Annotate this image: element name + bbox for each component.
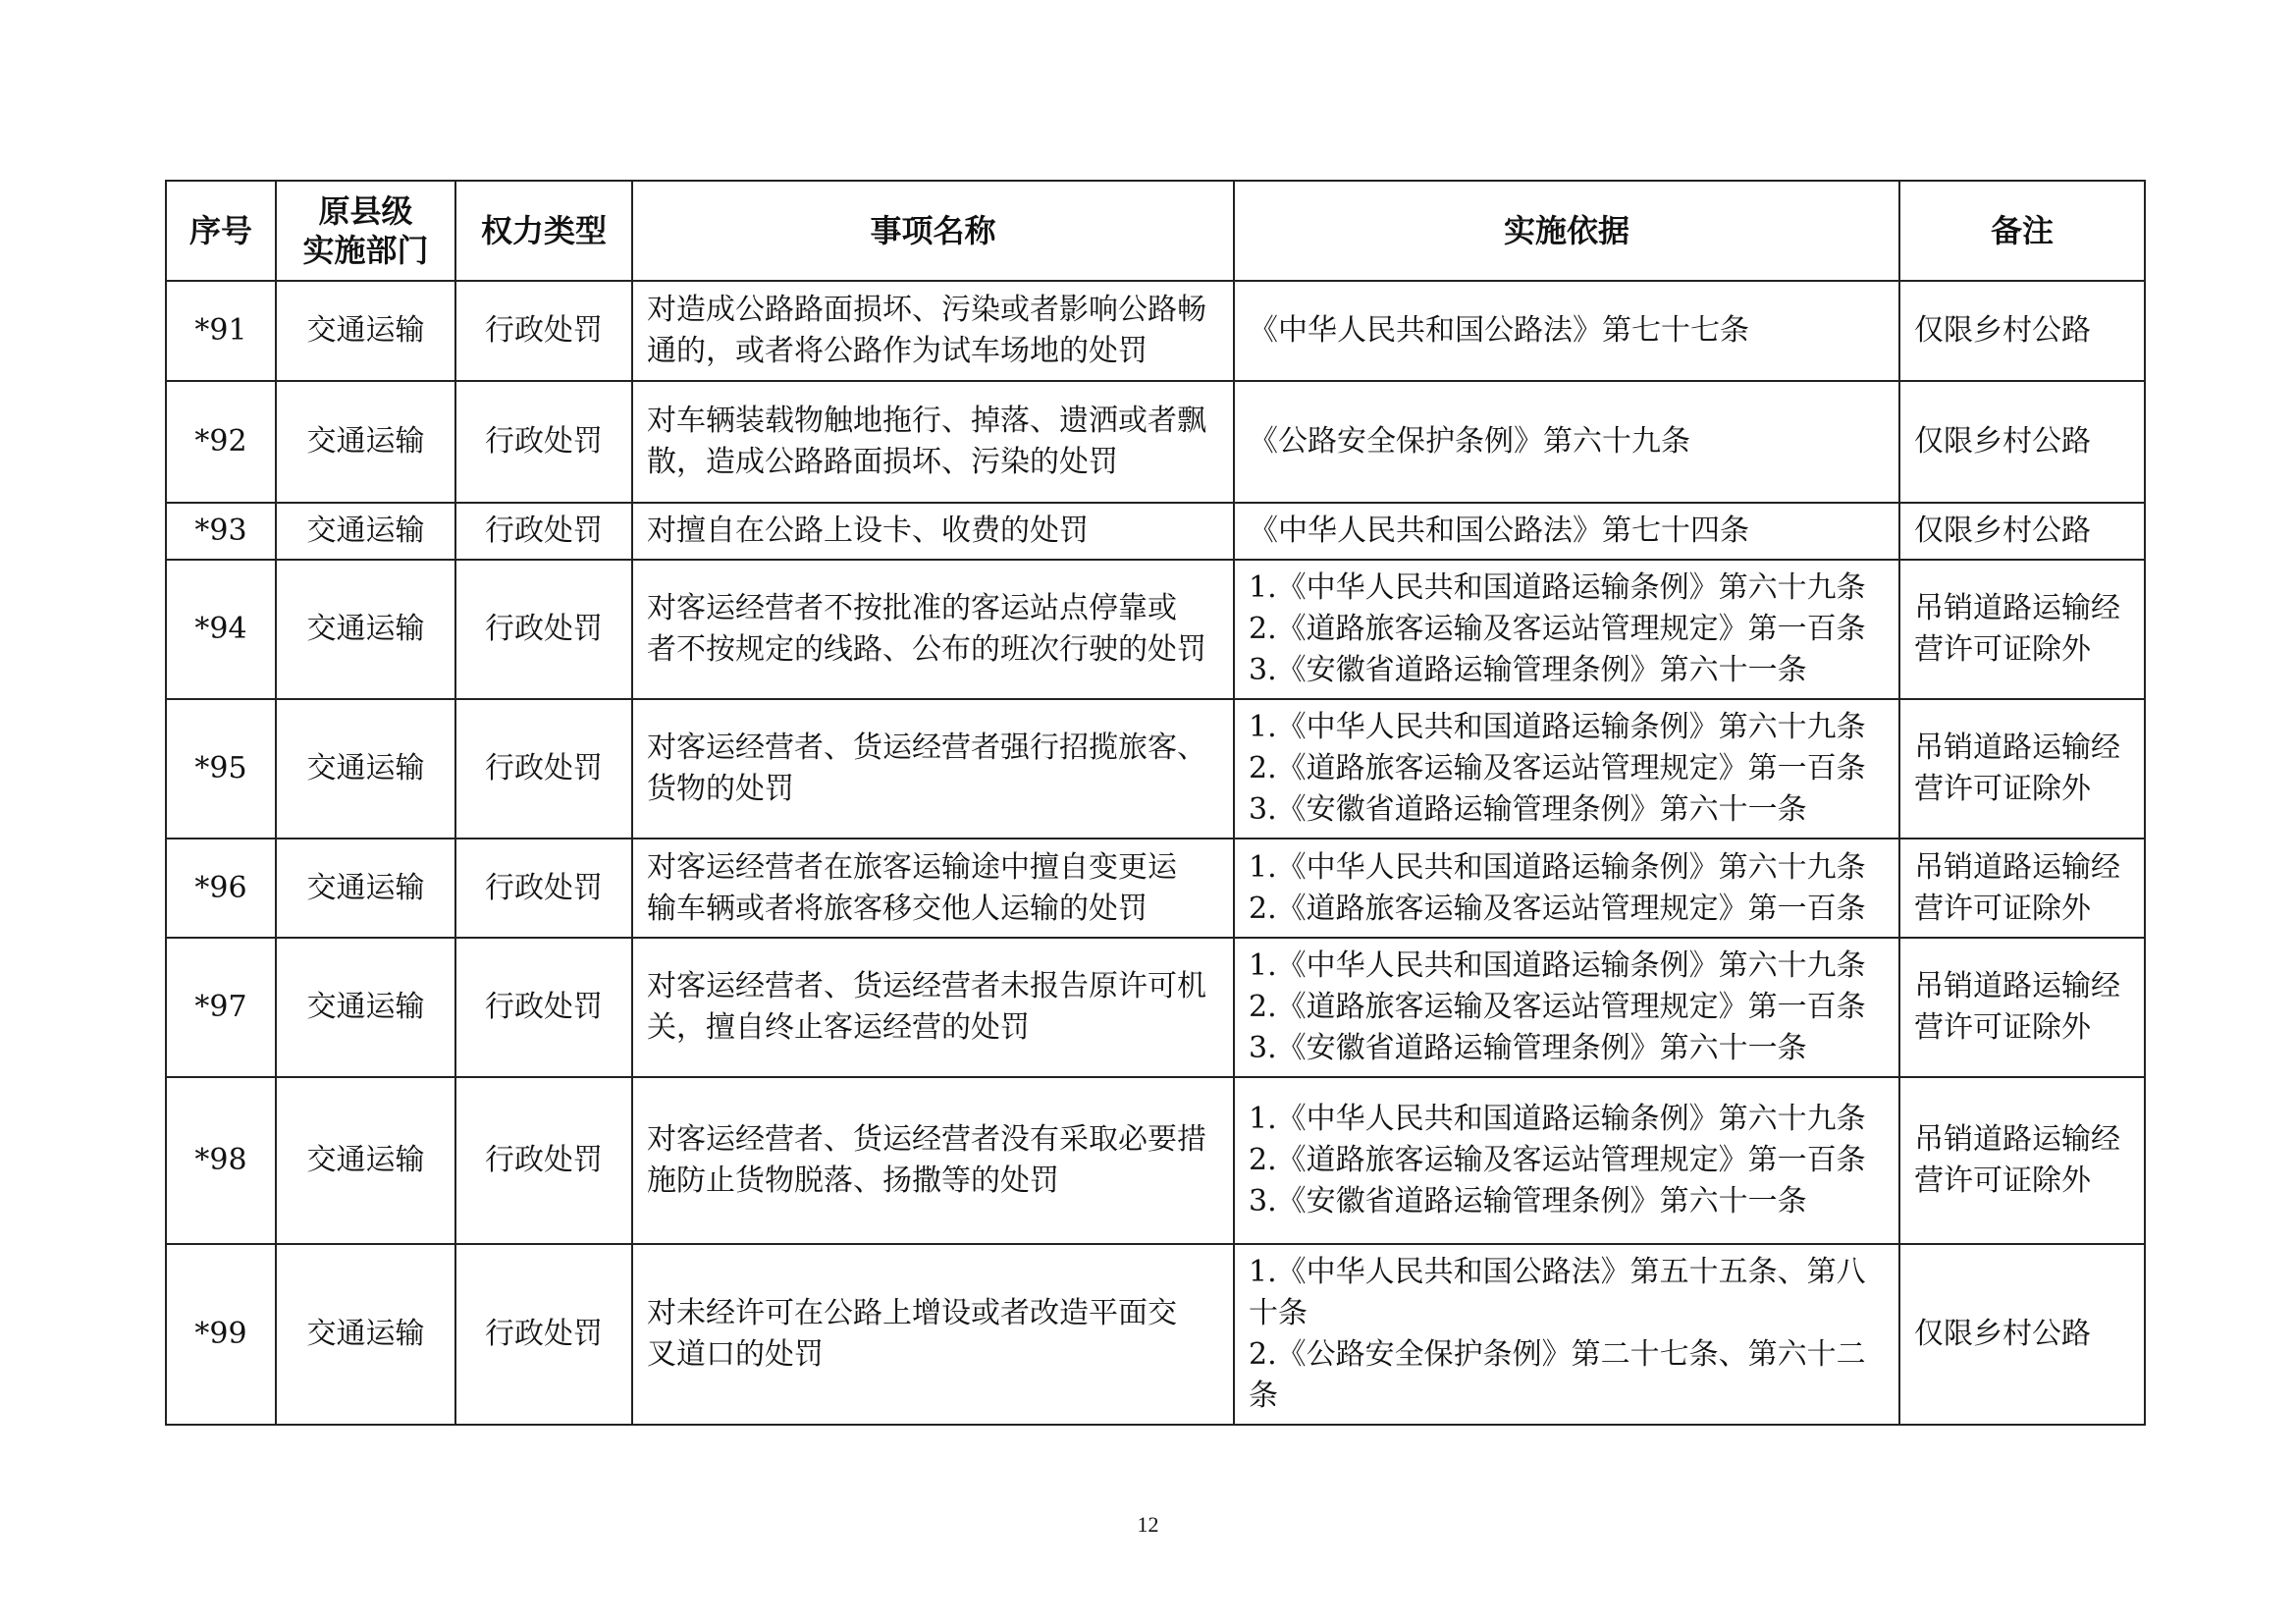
cell-power-type: 行政处罚 [455, 1077, 632, 1244]
cell-seq: *93 [166, 503, 276, 560]
remark-line: 吊销道路运输经 [1914, 591, 2120, 625]
cell-item-name [632, 1077, 1234, 1244]
table-row [166, 699, 2145, 839]
remark-line: 仅限乡村公路 [1914, 1317, 2091, 1351]
cell-seq: *94 [166, 560, 276, 699]
basis-line: 1.《中华人民共和国公路法》第五十五条、第八 [1249, 1255, 1866, 1289]
basis-line: 1.《中华人民共和国道路运输条例》第六十九条 [1249, 948, 1866, 983]
remark-line: 仅限乡村公路 [1914, 424, 2091, 459]
basis-line: 3.《安徽省道路运输管理条例》第六十一条 [1249, 1031, 1807, 1065]
remark-line: 吊销道路运输经 [1914, 969, 2120, 1003]
remark-line: 营许可证除外 [1914, 1010, 2091, 1045]
cell-power-type: 行政处罚 [455, 560, 632, 699]
table-row [166, 1244, 2145, 1425]
cell-item-name [632, 381, 1234, 503]
item-name-line: 散，造成公路路面损坏、污染的处罚 [647, 445, 1118, 479]
cell-remark [1899, 503, 2145, 560]
basis-line: 十条 [1249, 1296, 1308, 1330]
table-row [166, 503, 2145, 560]
cell-remark [1899, 699, 2145, 839]
cell-dept: 交通运输 [276, 281, 455, 381]
item-name-line: 对造成公路路面损坏、污染或者影响公路畅 [647, 293, 1206, 327]
item-name-line: 对擅自在公路上设卡、收费的处罚 [647, 514, 1089, 548]
remark-line: 吊销道路运输经 [1914, 731, 2120, 765]
cell-basis [1234, 560, 1899, 699]
cell-seq: *97 [166, 938, 276, 1077]
cell-item-name [632, 839, 1234, 938]
cell-seq: *98 [166, 1077, 276, 1244]
table-row [166, 281, 2145, 381]
cell-power-type: 行政处罚 [455, 381, 632, 503]
cell-seq: *99 [166, 1244, 276, 1425]
basis-line: 1.《中华人民共和国道路运输条例》第六十九条 [1249, 710, 1866, 744]
cell-remark [1899, 839, 2145, 938]
cell-basis [1234, 1244, 1899, 1425]
header-dept [276, 181, 455, 281]
remark-line: 营许可证除外 [1914, 772, 2091, 806]
cell-remark [1899, 1077, 2145, 1244]
cell-dept: 交通运输 [276, 938, 455, 1077]
basis-line: 2.《道路旅客运输及客运站管理规定》第一百条 [1249, 751, 1866, 785]
item-name-line: 施防止货物脱落、扬撒等的处罚 [647, 1164, 1059, 1198]
header-basis: 实施依据 [1234, 181, 1899, 281]
cell-dept: 交通运输 [276, 503, 455, 560]
basis-line: 《公路安全保护条例》第六十九条 [1249, 424, 1690, 459]
remark-line: 营许可证除外 [1914, 1164, 2091, 1198]
cell-basis [1234, 281, 1899, 381]
cell-dept: 交通运输 [276, 1077, 455, 1244]
basis-line: 2.《公路安全保护条例》第二十七条、第六十二 [1249, 1337, 1866, 1372]
cell-seq: *92 [166, 381, 276, 503]
basis-line: 2.《道路旅客运输及客运站管理规定》第一百条 [1249, 612, 1866, 646]
item-name-line: 者不按规定的线路、公布的班次行驶的处罚 [647, 632, 1206, 667]
basis-line: 1.《中华人民共和国道路运输条例》第六十九条 [1249, 570, 1866, 605]
item-name-line: 对客运经营者在旅客运输途中擅自变更运 [647, 849, 1177, 885]
item-name-line: 叉道口的处罚 [647, 1337, 824, 1372]
header-item-name: 事项名称 [632, 181, 1234, 281]
cell-seq: *95 [166, 699, 276, 839]
remark-line: 营许可证除外 [1914, 632, 2091, 667]
remark-line: 仅限乡村公路 [1914, 514, 2091, 548]
cell-item-name [632, 560, 1234, 699]
cell-remark [1899, 381, 2145, 503]
remark-line: 营许可证除外 [1914, 891, 2091, 926]
cell-power-type: 行政处罚 [455, 699, 632, 839]
cell-remark [1899, 281, 2145, 381]
header-remark: 备注 [1899, 181, 2145, 281]
item-name-line: 通的，或者将公路作为试车场地的处罚 [647, 334, 1148, 368]
item-name-line: 关，擅自终止客运经营的处罚 [647, 1010, 1030, 1045]
cell-remark [1899, 560, 2145, 699]
cell-power-type: 行政处罚 [455, 281, 632, 381]
cell-item-name [632, 699, 1234, 839]
cell-power-type: 行政处罚 [455, 503, 632, 560]
cell-power-type: 行政处罚 [455, 1244, 632, 1425]
remark-line: 吊销道路运输经 [1914, 849, 2120, 885]
item-name-line: 对未经许可在公路上增设或者改造平面交 [647, 1296, 1177, 1330]
basis-line: 3.《安徽省道路运输管理条例》第六十一条 [1249, 792, 1807, 827]
remark-line: 吊销道路运输经 [1914, 1122, 2120, 1157]
remark-line: 仅限乡村公路 [1914, 313, 2091, 348]
table-row [166, 839, 2145, 938]
item-name-line: 对客运经营者、货运经营者没有采取必要措 [647, 1122, 1206, 1157]
cell-basis [1234, 503, 1899, 560]
header-dept-line1: 原县级 [318, 192, 413, 230]
item-name-line: 货物的处罚 [647, 772, 794, 806]
basis-line: 1.《中华人民共和国道路运输条例》第六十九条 [1249, 1102, 1866, 1136]
cell-seq: *96 [166, 839, 276, 938]
item-name-line: 对客运经营者、货运经营者强行招揽旅客、 [647, 731, 1206, 765]
item-name-line: 对客运经营者、货运经营者未报告原许可机 [647, 969, 1206, 1003]
cell-power-type: 行政处罚 [455, 938, 632, 1077]
cell-remark [1899, 938, 2145, 1077]
basis-line: 条 [1249, 1379, 1278, 1413]
basis-line: 3.《安徽省道路运输管理条例》第六十一条 [1249, 1184, 1807, 1218]
basis-line: 2.《道路旅客运输及客运站管理规定》第一百条 [1249, 1143, 1866, 1177]
basis-line: 1.《中华人民共和国道路运输条例》第六十九条 [1249, 849, 1866, 885]
table-row [166, 381, 2145, 503]
cell-basis [1234, 1077, 1899, 1244]
basis-line: 2.《道路旅客运输及客运站管理规定》第一百条 [1249, 990, 1866, 1024]
header-seq: 序号 [166, 181, 276, 281]
permissions-table [165, 180, 2146, 1426]
cell-basis [1234, 699, 1899, 839]
table-row [166, 1077, 2145, 1244]
basis-line: 2.《道路旅客运输及客运站管理规定》第一百条 [1249, 891, 1866, 926]
cell-basis [1234, 938, 1899, 1077]
page-number: 12 [1137, 1512, 1159, 1537]
cell-item-name [632, 1244, 1234, 1425]
basis-line: 3.《安徽省道路运输管理条例》第六十一条 [1249, 653, 1807, 687]
table-row [166, 938, 2145, 1077]
cell-dept: 交通运输 [276, 839, 455, 938]
cell-power-type: 行政处罚 [455, 839, 632, 938]
cell-item-name [632, 281, 1234, 381]
cell-remark [1899, 1244, 2145, 1425]
item-name-line: 对车辆装载物触地拖行、掉落、遗洒或者飘 [647, 404, 1206, 438]
cell-dept: 交通运输 [276, 381, 455, 503]
cell-item-name [632, 503, 1234, 560]
header-dept-line2: 实施部门 [302, 232, 429, 269]
cell-dept: 交通运输 [276, 1244, 455, 1425]
cell-basis [1234, 381, 1899, 503]
basis-line: 《中华人民共和国公路法》第七十四条 [1249, 514, 1749, 548]
header-power-type: 权力类型 [455, 181, 632, 281]
table-row [166, 560, 2145, 699]
header-row [166, 181, 2145, 281]
cell-basis [1234, 839, 1899, 938]
item-name-line: 对客运经营者不按批准的客运站点停靠或 [647, 591, 1177, 625]
basis-line: 《中华人民共和国公路法》第七十七条 [1249, 313, 1749, 348]
cell-dept: 交通运输 [276, 699, 455, 839]
cell-dept: 交通运输 [276, 560, 455, 699]
cell-seq: *91 [166, 281, 276, 381]
item-name-line: 输车辆或者将旅客移交他人运输的处罚 [647, 891, 1148, 926]
cell-item-name [632, 938, 1234, 1077]
